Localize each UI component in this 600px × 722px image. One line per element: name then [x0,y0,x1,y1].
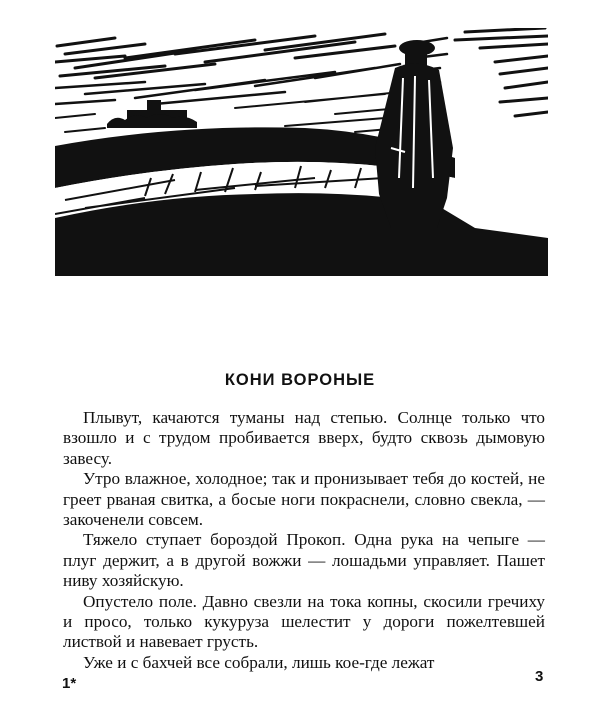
paragraph: Плывут, качаются туманы над степью. Солнце только что взошло и с трудом пробивается вверх, будто сквозь дымовую завесу. [63,408,545,468]
story-title: КОНИ ВОРОНЫЕ [224,371,376,389]
woodcut-illustration [55,28,548,276]
signature-mark: 1* [62,675,77,692]
story-body [63,408,545,673]
paragraph: Уже и с бахчей все собрали, лишь кое-где лежат [83,652,435,672]
paragraph: Утро влажное, холодное; так и пронизывает тебя до костей, не греет рваная свитка, а босые ноги покраснели, словно свекла, — закоченели совсем. [63,469,545,530]
page-number: 3 [535,668,544,685]
person-on-steppe-icon [55,28,548,276]
paragraph: Тяжело ступает бороздой Прокоп. Одна рука на чепыге — плуг держит, а в другой вожжи — лошадьми управляет. Пашет ниву хозяйскую. [63,530,545,591]
paragraph: Опустело поле. Давно свезли на тока копны, скосили гречиху и просо, только кукуруза шелестит у дороги пожелтевшей листвой и навевает грусть. [63,591,545,652]
